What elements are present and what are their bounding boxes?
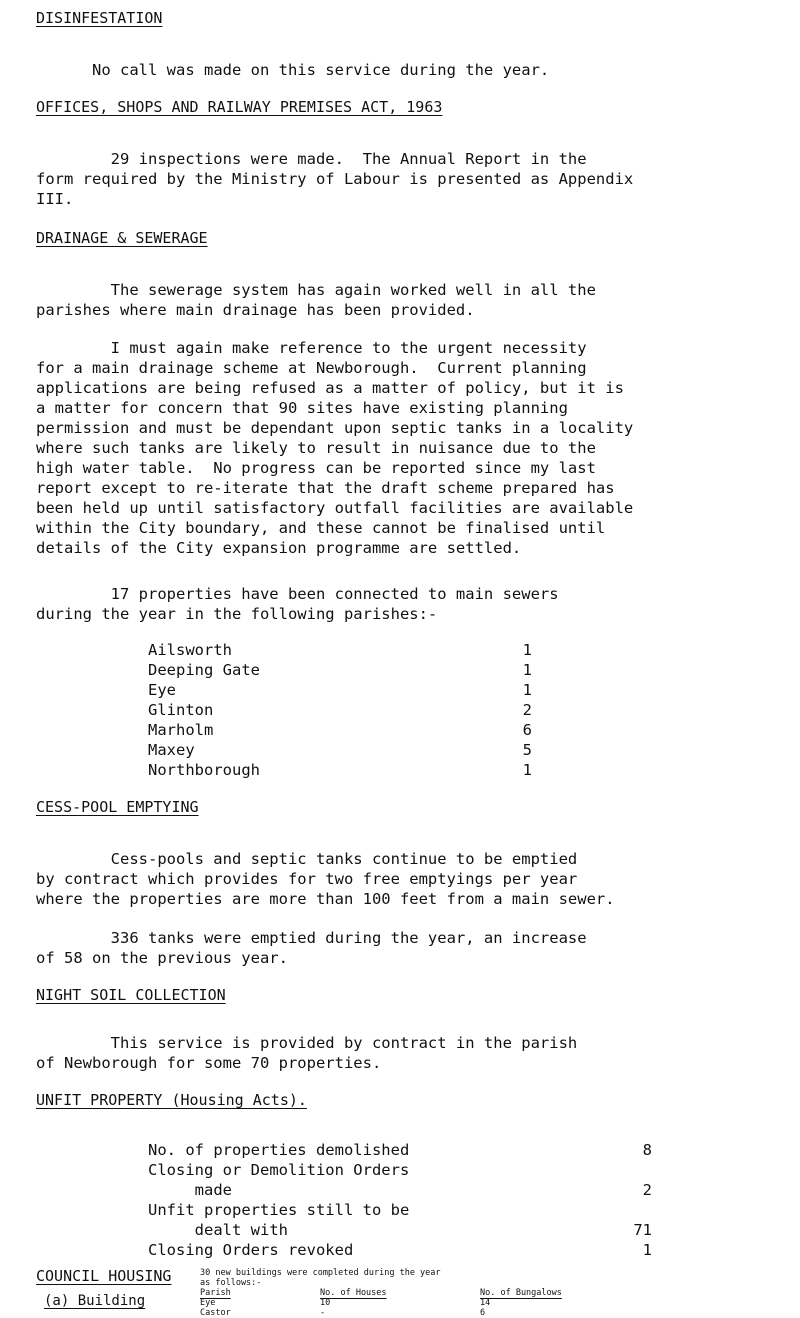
offices-heading: OFFICES, SHOPS AND RAILWAY PREMISES ACT, 1963 xyxy=(36,98,443,116)
drainage-line: a matter for concern that 90 sites have existing planning xyxy=(36,399,568,417)
unfit-label: No. of properties demolished xyxy=(148,1141,410,1159)
council-table-header xyxy=(200,1288,780,1298)
unfit-heading: UNFIT PROPERTY (Housing Acts). xyxy=(36,1091,307,1109)
unfit-label: Closing Orders revoked xyxy=(148,1241,354,1259)
council-table-cell: Castor xyxy=(200,1308,231,1318)
council-table-cell: 6 xyxy=(480,1308,486,1318)
unfit-value: 8 xyxy=(642,1141,652,1159)
unfit-value: 71 xyxy=(633,1221,652,1239)
parish-count: 1 xyxy=(522,681,532,699)
cesspool-paragraph-1 xyxy=(36,849,766,909)
unfit-label: Closing or Demolition Orders xyxy=(148,1161,410,1179)
council-column-header: Parish xyxy=(200,1288,231,1298)
drainage-line: been held up until satisfactory outfall facilities are available xyxy=(36,499,634,517)
drainage-paragraph-3 xyxy=(36,584,766,624)
nightsoil-paragraph xyxy=(36,1033,766,1073)
parish-count: 5 xyxy=(522,741,532,759)
drainage-line: applications are being refused as a matter of policy, but it is xyxy=(36,379,624,397)
drainage-line: during the year in the following parishes:- xyxy=(36,605,438,623)
council-table-cell: - xyxy=(320,1308,326,1318)
parish-name: Eye xyxy=(148,681,176,699)
offices-line: 29 inspections were made. The Annual Report in the xyxy=(36,150,587,168)
parish-count: 1 xyxy=(522,761,532,779)
parish-name: Northborough xyxy=(148,761,260,779)
cesspool-heading: CESS-POOL EMPTYING xyxy=(36,798,199,816)
offices-line: form required by the Ministry of Labour is presented as Appendix xyxy=(36,170,634,188)
council-column-header: No. of Houses xyxy=(320,1288,387,1298)
council-details xyxy=(200,1268,780,1318)
offices-line: III. xyxy=(36,190,74,208)
drainage-line: permission and must be dependant upon septic tanks in a locality xyxy=(36,419,634,437)
parish-name: Ailsworth xyxy=(148,641,232,659)
council-line: 30 new buildings were completed during the year xyxy=(200,1268,441,1278)
unfit-label: dealt with xyxy=(148,1221,288,1239)
parish-count: 2 xyxy=(522,701,532,719)
parish-name: Marholm xyxy=(148,721,214,739)
council-table-cell: 10 xyxy=(320,1298,331,1308)
drainage-line: within the City boundary, and these cannot be finalised until xyxy=(36,519,606,537)
drainage-line: parishes where main drainage has been provided. xyxy=(36,301,475,319)
cesspool-line: Cess-pools and septic tanks continue to be emptied xyxy=(36,850,578,868)
cesspool-line: 336 tanks were emptied during the year, an increase xyxy=(36,929,587,947)
disinfestation-heading: DISINFESTATION xyxy=(36,9,163,27)
offices-paragraph xyxy=(36,149,766,209)
council-subheading: (a) Building xyxy=(44,1293,146,1309)
parish-name: Glinton xyxy=(148,701,214,719)
drainage-heading: DRAINAGE & SEWERAGE xyxy=(36,229,208,247)
drainage-line: for a main drainage scheme at Newborough. Current planning xyxy=(36,359,587,377)
drainage-line: 17 properties have been connected to main sewers xyxy=(36,585,559,603)
drainage-line: report except to re-iterate that the draft scheme prepared has xyxy=(36,479,615,497)
council-table-cell: 14 xyxy=(480,1298,491,1308)
cesspool-line: by contract which provides for two free emptyings per year xyxy=(36,870,578,888)
unfit-label: made xyxy=(148,1181,232,1199)
drainage-line: The sewerage system has again worked well in all the xyxy=(36,281,596,299)
drainage-line: I must again make reference to the urgent necessity xyxy=(36,339,587,357)
unfit-value: 1 xyxy=(642,1241,652,1259)
parish-count: 1 xyxy=(522,661,532,679)
nightsoil-line: This service is provided by contract in the parish xyxy=(36,1034,578,1052)
drainage-line: details of the City expansion programme are settled. xyxy=(36,539,522,557)
parish-count: 6 xyxy=(522,721,532,739)
cesspool-line: of 58 on the previous year. xyxy=(36,949,288,967)
unfit-value: 2 xyxy=(642,1181,652,1199)
drainage-paragraph-1 xyxy=(36,280,766,320)
council-table-row xyxy=(200,1298,780,1308)
disinfestation-text: No call was made on this service during the year. xyxy=(92,61,550,79)
council-table-row xyxy=(200,1308,780,1318)
council-line: as follows:- xyxy=(200,1278,262,1288)
parish-name: Deeping Gate xyxy=(148,661,260,679)
cesspool-line: where the properties are more than 100 feet from a main sewer. xyxy=(36,890,615,908)
council-heading: COUNCIL HOUSING xyxy=(36,1267,172,1285)
drainage-line: where such tanks are likely to result in nuisance due to the xyxy=(36,439,596,457)
drainage-paragraph-2 xyxy=(36,338,766,558)
council-table-cell: Eye xyxy=(200,1298,216,1308)
nightsoil-line: of Newborough for some 70 properties. xyxy=(36,1054,382,1072)
cesspool-paragraph-2 xyxy=(36,928,766,968)
council-column-header: No. of Bungalows xyxy=(480,1288,562,1298)
unfit-label: Unfit properties still to be xyxy=(148,1201,410,1219)
nightsoil-heading: NIGHT SOIL COLLECTION xyxy=(36,986,226,1004)
parish-count: 1 xyxy=(522,641,532,659)
parish-name: Maxey xyxy=(148,741,195,759)
drainage-line: high water table. No progress can be reported since my last xyxy=(36,459,596,477)
